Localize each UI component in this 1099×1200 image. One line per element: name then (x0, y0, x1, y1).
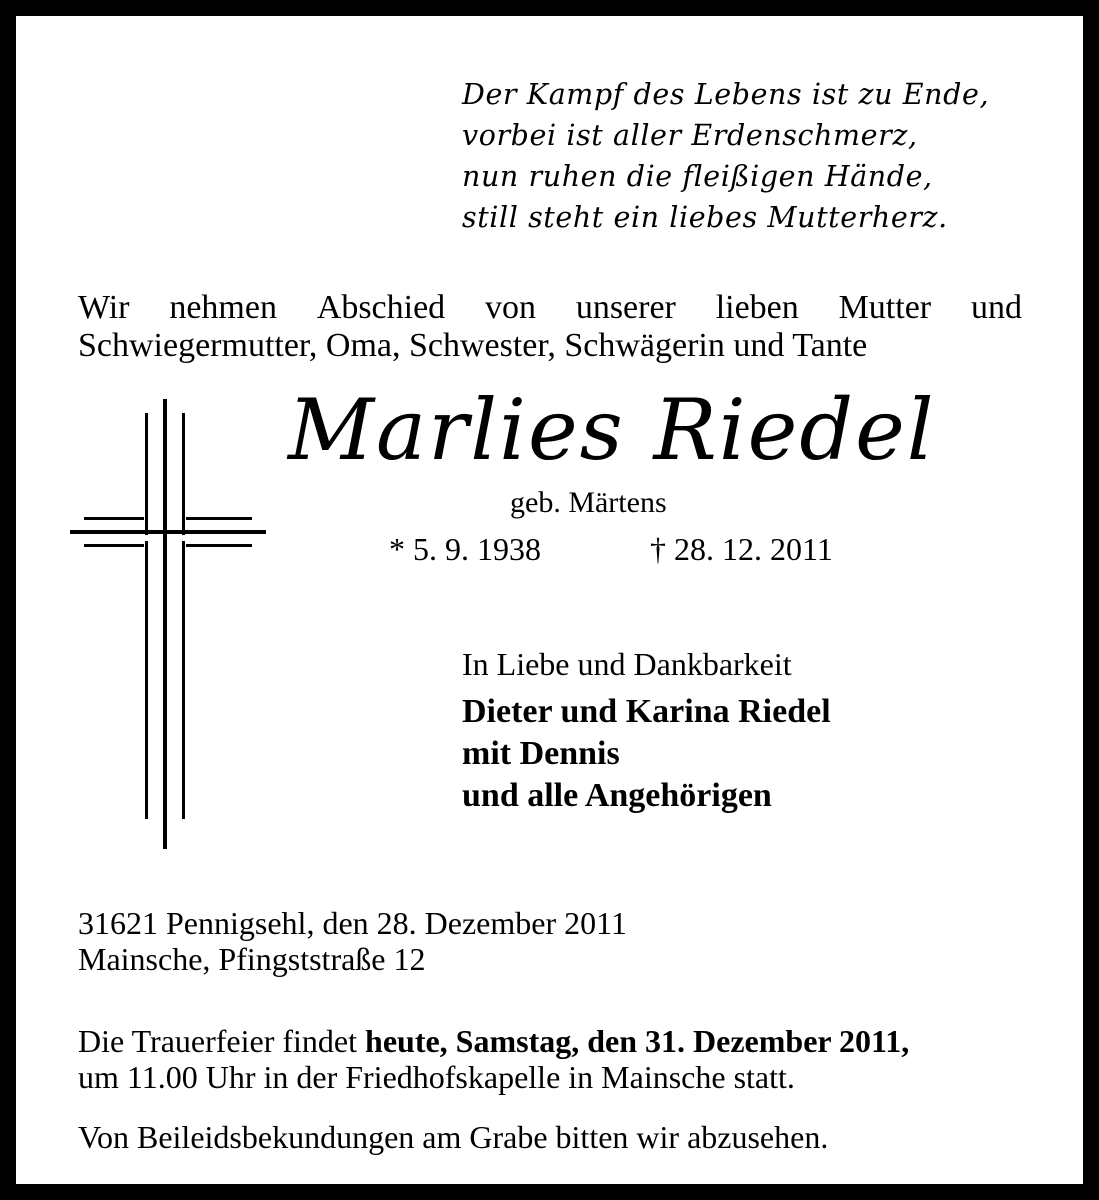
deceased-name: Marlies Riedel (288, 381, 936, 479)
cross-icon (70, 399, 266, 849)
funeral-notice (78, 1023, 909, 1095)
intro-word: Wir (78, 289, 130, 326)
intro-word: lieben (715, 289, 799, 326)
street-address: Mainsche, Pfingststraße 12 (78, 941, 426, 977)
poem (462, 74, 1062, 238)
intro-word: Abschied (316, 289, 446, 326)
birth-date: * 5. 9. 1938 (389, 531, 541, 567)
death-date: † 28. 12. 2011 (650, 531, 833, 567)
mourner-line: mit Dennis (462, 735, 620, 772)
funeral-notice-line-2: um 11.00 Uhr in der Friedhofskapelle in Mainsche statt. (78, 1059, 795, 1095)
farewell-intro (78, 289, 1022, 365)
poem-line-4: still steht ein liebes Mutterherz. (462, 201, 948, 234)
intro-word: und (970, 289, 1022, 326)
address-block (78, 905, 627, 977)
mourners-list (462, 691, 831, 817)
funeral-date: heute, Samstag, den 31. Dezember 2011, (365, 1023, 910, 1059)
poem-line-2: vorbei ist aller Erdenschmerz, (462, 119, 918, 152)
funeral-notice-prefix: Die Trauerfeier findet (78, 1023, 366, 1059)
farewell-intro-line-2: Schwiegermutter, Oma, Schwester, Schwägerin und Tante (78, 327, 868, 364)
intro-word: Mutter (838, 289, 932, 326)
poem-line-3: nun ruhen die fleißigen Hände, (462, 160, 933, 193)
funeral-notice-line-1 (78, 1023, 909, 1059)
place-and-date: 31621 Pennigsehl, den 28. Dezember 2011 (78, 905, 627, 941)
birth-name: geb. Märtens (510, 486, 667, 519)
intro-word: nehmen (169, 289, 277, 326)
farewell-intro-line-1 (78, 289, 1022, 327)
mourners-intro: In Liebe und Dankbarkeit (462, 646, 792, 682)
condolence-note: Von Beileidsbekundungen am Grabe bitten wir abzusehen. (78, 1119, 829, 1155)
mourner-line: und alle Angehörigen (462, 777, 772, 814)
poem-line-1: Der Kampf des Lebens ist zu Ende, (462, 78, 990, 111)
intro-word: unserer (575, 289, 676, 326)
mourner-line: Dieter und Karina Riedel (462, 693, 831, 730)
intro-word: von (485, 289, 536, 326)
